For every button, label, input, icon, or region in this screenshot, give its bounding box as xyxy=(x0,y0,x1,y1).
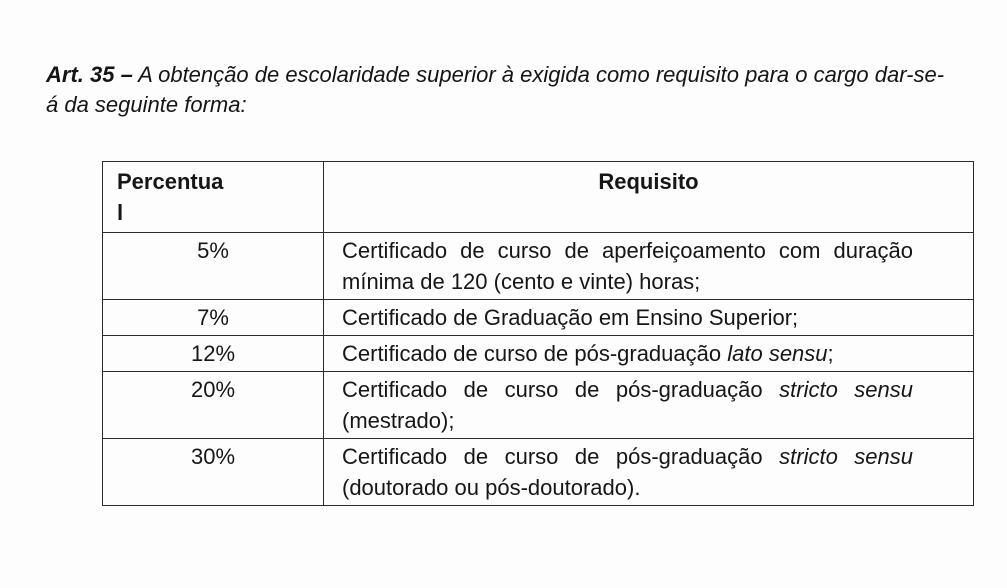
row-requirement-text: Certificado de curso de aperfeiçoamento com duração mínima de 120 (cento e vinte) horas; xyxy=(342,238,913,294)
row-requirement xyxy=(342,439,913,505)
row-percent: 12% xyxy=(190,341,236,366)
table-row xyxy=(103,233,974,300)
table-row xyxy=(103,439,974,506)
row-requirement-suffix: (doutorado ou pós-doutorado). xyxy=(342,475,641,500)
row-requirement-text: Certificado de curso de pós-graduação xyxy=(342,444,780,469)
row-requirement xyxy=(342,300,913,335)
row-percent: 5% xyxy=(197,238,229,263)
row-requirement-text: Certificado de curso de pós-graduação xyxy=(342,341,728,366)
table-row xyxy=(103,336,974,372)
article-text: A obtenção de escolaridade superior à exigida como requisito para o cargo dar-se-á da seguinte forma: xyxy=(46,62,945,117)
header-percentual-line1: Percentua xyxy=(117,169,224,194)
table-row xyxy=(103,300,974,336)
article-label: Art. 35 – xyxy=(46,62,133,87)
header-percentual xyxy=(103,162,324,233)
row-requirement xyxy=(342,372,913,438)
row-requirement-italic: stricto sensu xyxy=(779,444,913,469)
row-requirement-text: Certificado de Graduação em Ensino Superior; xyxy=(342,305,799,330)
row-requirement-suffix: ; xyxy=(827,341,834,366)
row-requirement xyxy=(342,336,913,371)
row-percent: 30% xyxy=(190,444,236,469)
row-requirement-suffix: (mestrado); xyxy=(342,408,455,433)
header-percentual-line2: l xyxy=(117,200,124,225)
table-header-row xyxy=(103,162,974,233)
requirements-table xyxy=(102,161,974,506)
row-requirement-italic: lato sensu xyxy=(727,341,828,366)
row-percent: 20% xyxy=(190,377,236,402)
row-percent: 7% xyxy=(197,305,229,330)
article-paragraph xyxy=(46,60,946,120)
table-row xyxy=(103,372,974,439)
row-requirement-italic: stricto sensu xyxy=(779,377,913,402)
row-requirement xyxy=(342,233,913,299)
row-requirement-text: Certificado de curso de pós-graduação xyxy=(342,377,780,402)
header-requisito: Requisito xyxy=(324,162,974,233)
